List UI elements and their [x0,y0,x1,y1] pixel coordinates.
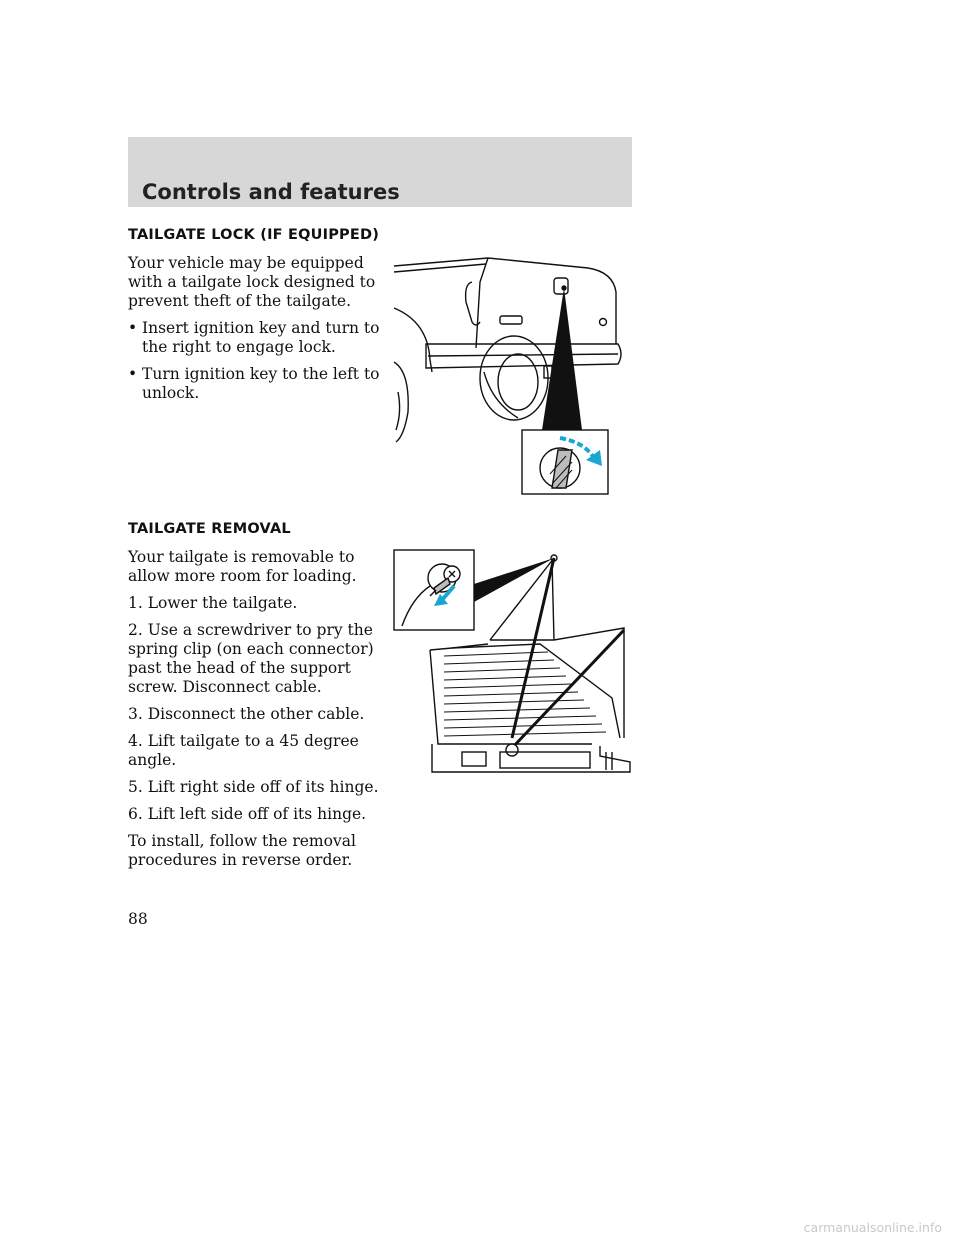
bullet-icon: • [128,319,138,337]
removal-heading: TAILGATE REMOVAL [128,521,291,537]
removal-step: 2. Use a screwdriver to pry the spring clip (on each connector) past the head of the support screw. Disconnect cable. [128,621,374,696]
tailgate-lock-illustration [388,252,628,498]
lock-bullet-text: Insert ignition key and turn to the right to engage lock. [142,319,380,356]
page-number: 88 [128,910,148,928]
lock-intro: Your vehicle may be equipped with a tailgate lock designed to prevent theft of the tailgate. [128,254,376,310]
removal-step: 6. Lift left side off of its hinge. [128,805,367,823]
bullet-icon: • [128,365,138,383]
lock-bullet-text: Turn ignition key to the left to unlock. [142,365,380,402]
removal-step: 4. Lift tailgate to a 45 degree angle. [128,732,359,769]
footer-watermark: carmanualsonline.info [803,1220,942,1235]
removal-section [128,520,383,878]
tailgate-removal-illustration [392,548,632,778]
removal-intro: Your tailgate is removable to allow more room for loading. [128,548,357,585]
removal-step: 5. Lift right side off of its hinge. [128,778,379,796]
lock-bullet-item [128,365,383,403]
removal-step: 1. Lower the tailgate. [128,594,298,612]
removal-step: 3. Disconnect the other cable. [128,705,365,723]
lock-heading: TAILGATE LOCK (IF EQUIPPED) [128,227,380,243]
page-section-title: Controls and features [142,180,400,204]
lock-section [128,226,383,411]
removal-closing: To install, follow the removal procedures in reverse order. [128,832,356,869]
lock-bullet-item [128,319,383,357]
